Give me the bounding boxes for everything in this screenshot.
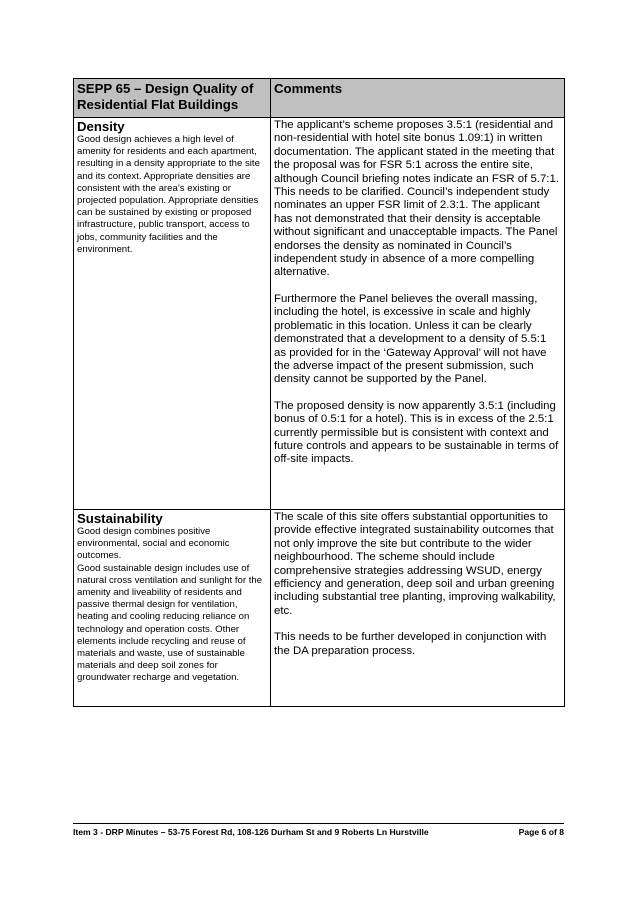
table-row-sustainability <box>74 510 565 707</box>
header-comments: Comments <box>271 79 565 118</box>
sustainability-comment-1: The scale of this site offers substantial opportunities to provide effective integrated sustainability outcomes that not only improve the site but contribute to the wider neighbourhood. The scheme should include comprehensive strategies addressing WSUD, energy efficiency and generation, deep soil and urban greening including substantial tree planting, improving walkability, etc. <box>274 511 556 617</box>
footer-page-number: Page 6 of 8 <box>518 827 564 837</box>
density-comment-2: Furthermore the Panel believes the overall massing, including the hotel, is excessive in scale and highly problematic in this location. Unless it can be clearly demonstrated that a development to a density of 5.5:1 as provided for in the ‘Gateway Approval’ will not have the adverse impact of the present submission, such density cannot be supported by the Panel. <box>274 292 547 386</box>
sustainability-comment-2: This needs to be further developed in conjunction with the DA preparation process. <box>274 631 547 657</box>
sustainability-heading: Sustainability <box>77 511 163 526</box>
header-criteria: SEPP 65 – Design Quality of Residential Flat Buildings <box>74 79 271 118</box>
sustainability-comments-cell <box>271 510 565 707</box>
sepp65-table <box>73 78 565 707</box>
sustainability-criteria-cell <box>74 510 271 707</box>
page-footer <box>73 823 564 837</box>
density-heading: Density <box>77 119 125 134</box>
density-comments-cell <box>271 118 565 510</box>
sustainability-criteria-text-1: Good design combines positive environmental, social and economic outcomes. <box>77 526 230 562</box>
table-row-density <box>74 118 565 510</box>
footer-document-title: Item 3 - DRP Minutes – 53-75 Forest Rd, 108-126 Durham St and 9 Roberts Ln Hurstville <box>73 827 429 837</box>
density-criteria-cell <box>74 118 271 510</box>
table-header-row <box>74 79 565 118</box>
density-comment-3: The proposed density is now apparently 3.5:1 (including bonus of 0.5:1 for a hotel). This is in excess of the 2.5:1 currently permissible but is consistent with context and future controls and appears to be sustainable in terms of off-site impacts. <box>274 399 559 466</box>
sustainability-criteria-text-2: Good sustainable design includes use of natural cross ventilation and sunlight for the amenity and liveability of residents and passive thermal design for ventilation, heating and cooling reducing reliance on technology and operation costs. Other elements include recycling and reuse of materials and waste, use of sustainable materials and deep soil zones for groundwater recharge and vegetation. <box>77 562 263 684</box>
density-comment-1: The applicant’s scheme proposes 3.5:1 (residential and non-residential with hotel site bonus 1.09:1) in written documentation. The applicant stated in the meeting that the proposal was for FSR 5:1 across the entire site, although Council briefing notes indicate an FSR of 5.7:1. This needs to be clarified. Council’s independent study nominates an upper FSR limit of 2.3:1. The applicant has not demonstrated that their density is acceptable without significant and unacceptable impacts. The Panel endorses the density as nominated in Council’s independent study in absence of a more compelling alternative. <box>274 119 559 279</box>
density-criteria-text: Good design achieves a high level of amenity for residents and each apartment, resulting in a density appropriate to the site and its context. Appropriate densities are consistent with the area’s existing or projected population. Appropriate densities can be sustained by existing or proposed infrastructure, public transport, access to jobs, community facilities and the environment. <box>77 134 260 255</box>
